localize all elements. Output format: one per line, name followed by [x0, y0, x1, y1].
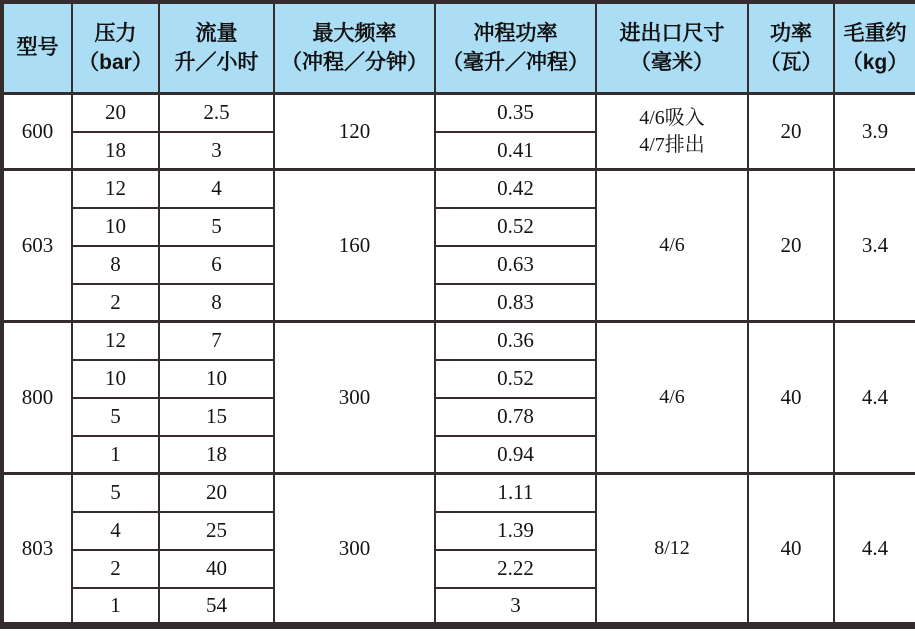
pressure-cell: 20 — [72, 94, 159, 132]
flow-cell: 15 — [159, 398, 274, 436]
pressure-cell: 5 — [72, 398, 159, 436]
header-line: （kg） — [841, 51, 909, 74]
flow-cell: 7 — [159, 322, 274, 360]
flow-cell: 2.5 — [159, 94, 274, 132]
flow-cell: 20 — [159, 474, 274, 512]
port-size-line: 8/12 — [654, 537, 690, 559]
stroke-cell: 0.41 — [435, 132, 596, 170]
header-gross-weight — [834, 2, 915, 94]
pressure-cell: 2 — [72, 284, 159, 322]
stroke-cell: 1.11 — [435, 474, 596, 512]
header-power — [748, 2, 834, 94]
stroke-cell: 3 — [435, 588, 596, 626]
power-cell: 20 — [748, 170, 834, 322]
header-line: 最大频率 — [312, 21, 397, 45]
weight-cell: 3.9 — [834, 94, 915, 170]
frequency-cell: 300 — [274, 322, 435, 474]
header-max-frequency — [274, 2, 435, 94]
header-line: （bar） — [78, 51, 153, 74]
header-line: （毫米） — [630, 51, 714, 74]
frequency-cell: 120 — [274, 94, 435, 170]
weight-cell: 3.4 — [834, 170, 915, 322]
model-cell: 803 — [2, 474, 72, 626]
pressure-cell: 10 — [72, 208, 159, 246]
port-size-line: 4/7排出 — [639, 133, 705, 156]
model-cell: 800 — [2, 322, 72, 474]
header-line: （毫升／冲程） — [442, 51, 589, 74]
flow-cell: 18 — [159, 436, 274, 474]
port-size-cell — [596, 474, 748, 626]
pressure-cell: 2 — [72, 550, 159, 588]
power-cell: 40 — [748, 474, 834, 626]
header-line: 压力 — [94, 21, 137, 45]
stroke-cell: 2.22 — [435, 550, 596, 588]
power-cell: 20 — [748, 94, 834, 170]
port-size-cell — [596, 94, 748, 170]
header-line: 冲程功率 — [473, 21, 558, 45]
header-line: 毛重约 — [843, 21, 907, 45]
flow-cell: 5 — [159, 208, 274, 246]
flow-cell: 10 — [159, 360, 274, 398]
header-line: （冲程／分钟） — [281, 51, 428, 74]
port-size-cell — [596, 322, 748, 474]
header-line: 流量 — [195, 21, 238, 45]
model-cell: 603 — [2, 170, 72, 322]
model-cell: 600 — [2, 94, 72, 170]
stroke-cell: 0.36 — [435, 322, 596, 360]
header-line: 功率 — [770, 21, 812, 45]
stroke-cell: 0.78 — [435, 398, 596, 436]
pressure-cell: 1 — [72, 588, 159, 626]
table-row — [2, 474, 915, 512]
stroke-cell: 0.63 — [435, 246, 596, 284]
flow-cell: 4 — [159, 170, 274, 208]
pressure-cell: 12 — [72, 322, 159, 360]
weight-cell: 4.4 — [834, 322, 915, 474]
flow-cell: 3 — [159, 132, 274, 170]
header-row — [2, 2, 915, 94]
header-pressure — [72, 2, 159, 94]
stroke-cell: 1.39 — [435, 512, 596, 550]
power-cell: 40 — [748, 322, 834, 474]
pressure-cell: 8 — [72, 246, 159, 284]
header-line: （瓦） — [759, 51, 823, 74]
frequency-cell: 300 — [274, 474, 435, 626]
port-size-cell — [596, 170, 748, 322]
flow-cell: 25 — [159, 512, 274, 550]
table-row — [2, 322, 915, 360]
header-flow — [159, 2, 274, 94]
port-size-line: 4/6吸入 — [639, 106, 705, 129]
pressure-cell: 4 — [72, 512, 159, 550]
table-row — [2, 94, 915, 132]
header-port-size — [596, 2, 748, 94]
weight-cell: 4.4 — [834, 474, 915, 626]
pressure-cell: 18 — [72, 132, 159, 170]
header-model — [2, 2, 72, 94]
port-size-line: 4/6 — [659, 234, 685, 256]
table-row — [2, 170, 915, 208]
port-size-line: 4/6 — [659, 386, 685, 408]
stroke-cell: 0.83 — [435, 284, 596, 322]
pressure-cell: 12 — [72, 170, 159, 208]
flow-cell: 54 — [159, 588, 274, 626]
pressure-cell: 10 — [72, 360, 159, 398]
stroke-cell: 0.42 — [435, 170, 596, 208]
pressure-cell: 1 — [72, 436, 159, 474]
frequency-cell: 160 — [274, 170, 435, 322]
stroke-cell: 0.94 — [435, 436, 596, 474]
stroke-cell: 0.52 — [435, 208, 596, 246]
flow-cell: 8 — [159, 284, 274, 322]
header-line: 型号 — [16, 36, 59, 60]
header-line: 升／小时 — [174, 51, 259, 74]
header-stroke-output — [435, 2, 596, 94]
stroke-cell: 0.35 — [435, 94, 596, 132]
pressure-cell: 5 — [72, 474, 159, 512]
flow-cell: 6 — [159, 246, 274, 284]
flow-cell: 40 — [159, 550, 274, 588]
header-line: 进出口尺寸 — [619, 21, 725, 45]
stroke-cell: 0.52 — [435, 360, 596, 398]
